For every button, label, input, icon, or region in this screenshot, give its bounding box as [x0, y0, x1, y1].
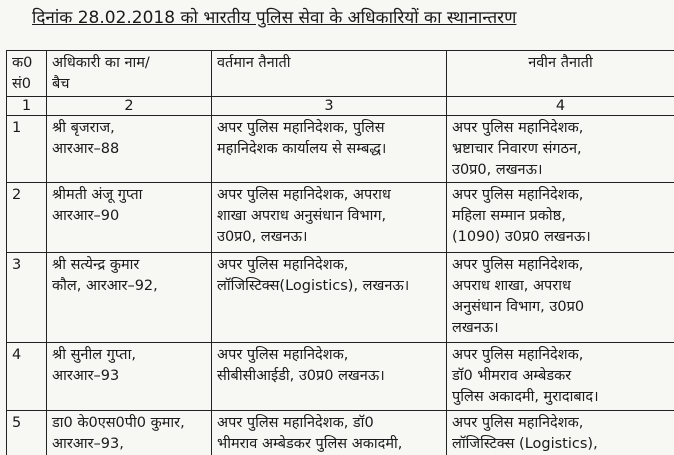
row-new-posting — [447, 183, 674, 253]
row-serial-number: 1 — [7, 116, 47, 183]
row-current-posting — [212, 116, 447, 183]
new-posting-line: अपर पुलिस महानिदेशक, — [452, 347, 584, 363]
header-serial-line-2: सं0 — [12, 76, 32, 92]
row-serial-number: 4 — [7, 343, 47, 411]
header-name-line-2: बैच — [52, 76, 70, 92]
table-row — [7, 411, 674, 455]
row-serial-number: 3 — [7, 253, 47, 343]
table-row — [7, 253, 674, 343]
row-new-posting — [447, 343, 674, 411]
officer-name-line: श्री बृजराज, — [52, 120, 115, 136]
new-posting-line: अपर पुलिस महानिदेशक, — [452, 257, 584, 273]
new-posting-line: लॉजिस्टिक्स (Logistics), — [452, 436, 598, 452]
current-posting-line: अपर पुलिस महानिदेशक, डॉ0 — [217, 415, 374, 431]
column-number: 4 — [447, 97, 674, 116]
current-posting-line: उ0प्र0, लखनऊ। — [217, 229, 308, 245]
officer-batch-line: आरआर–88 — [52, 141, 120, 157]
row-current-posting — [212, 411, 447, 455]
row-serial-number: 5 — [7, 411, 47, 455]
header-officer-name — [47, 51, 212, 97]
header-name-line-1: अधिकारी का नाम/ — [52, 55, 150, 71]
header-current-posting — [212, 51, 447, 97]
new-posting-line: डॉ0 भीमराव अम्बेडकर — [452, 368, 572, 384]
current-posting-line: महानिदेशक कार्यालय से सम्बद्ध। — [217, 141, 387, 157]
table-row — [7, 116, 674, 183]
new-posting-line: (1090) उ0प्र0 लखनऊ। — [452, 229, 591, 245]
new-posting-line: अपर पुलिस महानिदेशक, — [452, 187, 584, 203]
table-header-row — [7, 51, 674, 97]
row-current-posting — [212, 343, 447, 411]
row-officer-name — [47, 411, 212, 455]
row-officer-name — [47, 183, 212, 253]
header-new-label: नवीन तैनाती — [528, 55, 593, 71]
new-posting-line: लखनऊ। — [452, 320, 499, 336]
new-posting-line: अपर पुलिस महानिदेशक, — [452, 415, 584, 431]
officer-name-line: श्री सत्येन्द्र कुमार — [52, 257, 140, 273]
table-row — [7, 343, 674, 411]
officer-batch-line: आरआर–93 — [52, 368, 120, 384]
current-posting-line: अपर पुलिस महानिदेशक, अपराध — [217, 187, 391, 203]
current-posting-line: शाखा अपराध अनुसंधान विभाग, — [217, 208, 387, 224]
new-posting-line: पुलिस अकादमी, मुरादाबाद। — [452, 389, 599, 405]
row-officer-name — [47, 343, 212, 411]
transfer-table — [6, 50, 674, 455]
row-new-posting — [447, 116, 674, 183]
row-current-posting — [212, 253, 447, 343]
header-serial-number — [7, 51, 47, 97]
column-number-row — [7, 97, 674, 116]
new-posting-line: अपर पुलिस महानिदेशक, — [452, 120, 584, 136]
row-new-posting — [447, 411, 674, 455]
document-title: दिनांक 28.02.2018 को भारतीय पुलिस सेवा के अधिकारियों का स्थानान्तरण — [32, 8, 517, 28]
column-number: 1 — [7, 97, 47, 116]
new-posting-line: भ्रष्टाचार निवारण संगठन, — [452, 141, 582, 157]
officer-batch-line: आरआर–93, — [52, 436, 124, 452]
current-posting-line: भीमराव अम्बेडकर पुलिस अकादमी, — [217, 436, 403, 452]
header-current-label: वर्तमान तैनाती — [217, 55, 291, 71]
header-serial-line-1: क0 — [12, 55, 33, 71]
new-posting-line: महिला सम्मान प्रकोष्ठ, — [452, 208, 566, 224]
table-row — [7, 183, 674, 253]
current-posting-line: अपर पुलिस महानिदेशक, — [217, 257, 349, 273]
new-posting-line: अपराध शाखा, अपराध — [452, 278, 571, 294]
current-posting-line: लॉजिस्टिक्स(Logistics), लखनऊ। — [217, 278, 410, 294]
row-officer-name — [47, 116, 212, 183]
row-new-posting — [447, 253, 674, 343]
header-new-posting — [447, 51, 674, 97]
row-officer-name — [47, 253, 212, 343]
current-posting-line: अपर पुलिस महानिदेशक, पुलिस — [217, 120, 385, 136]
row-serial-number: 2 — [7, 183, 47, 253]
officer-name-line: श्रीमती अंजू गुप्ता — [52, 187, 143, 203]
row-current-posting — [212, 183, 447, 253]
column-number: 2 — [47, 97, 212, 116]
new-posting-line: अनुसंधान विभाग, उ0प्र0 — [452, 299, 585, 315]
current-posting-line: सीबीसीआईडी, उ0प्र0 लखनऊ। — [217, 368, 385, 384]
new-posting-line: उ0प्र0, लखनऊ। — [452, 162, 543, 178]
current-posting-line: अपर पुलिस महानिदेशक, — [217, 347, 349, 363]
column-number: 3 — [212, 97, 447, 116]
officer-name-line: श्री सुनील गुप्ता, — [52, 347, 136, 363]
officer-name-line: डा0 के0एस0पी0 कुमार, — [52, 415, 185, 431]
officer-batch-line: कौल, आरआर–92, — [52, 278, 158, 294]
officer-batch-line: आरआर–90 — [52, 208, 120, 224]
